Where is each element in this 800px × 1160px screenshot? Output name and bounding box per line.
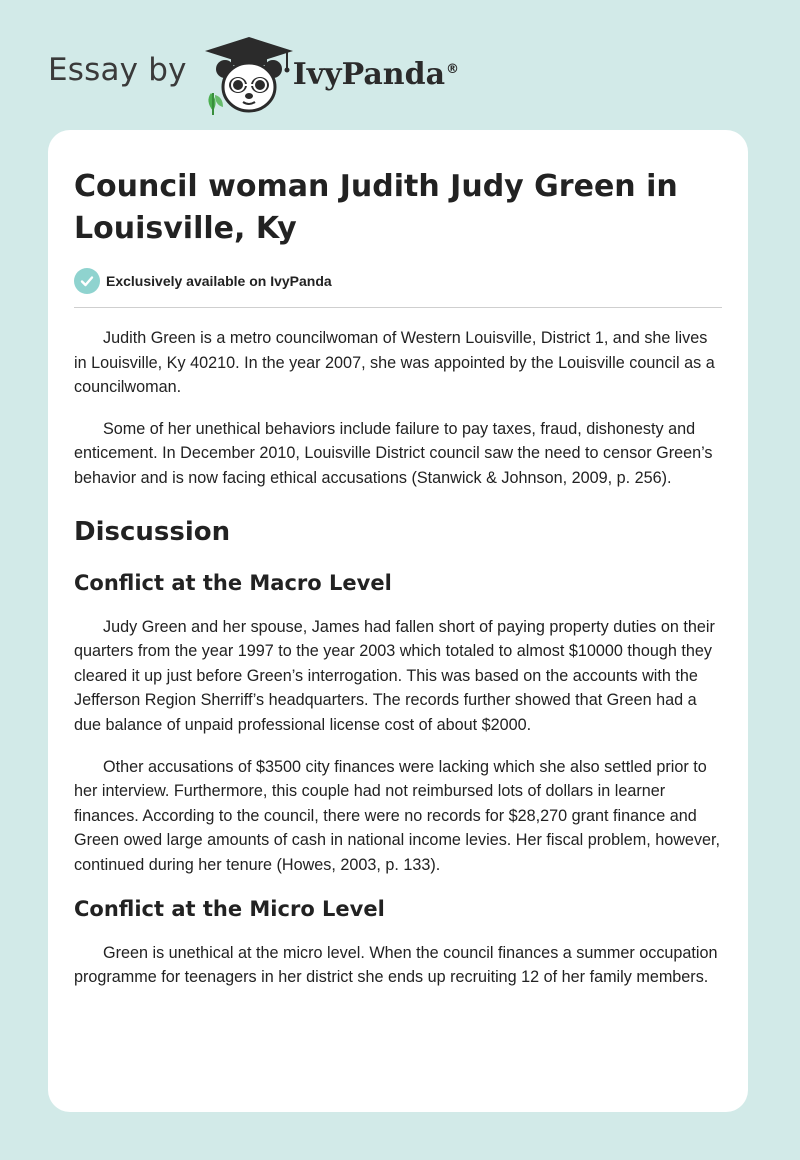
micro-paragraph: Green is unethical at the micro level. When the council finances a summer occupation programme for teenagers in her district she ends up recruiting 12 of her family members. [74,943,718,987]
macro-paragraph: Other accusations of $3500 city finances were lacking which she also settled prior to her interview. Furthermore, this couple had not reimbursed lots of dollars in learner finances. According to the council, there were no records for $28,270 grant finance and Green owed large amounts of cash in national income levies. Her fiscal problem, however, continued during her tenure (Howes, 2003, p. 133). [74,757,721,874]
micro-level-heading: Conflict at the Micro Level [74,896,385,921]
macro-level-heading: Conflict at the Macro Level [74,570,392,595]
brand-prefix: Essay by [48,52,187,88]
exclusive-badge [74,268,722,308]
intro-paragraph: Some of her unethical behaviors include failure to pay taxes, fraud, dishonesty and enticement. In December 2010, Louisville District council saw the need to censor Green’s behavior and is now facing ethical accusations (Stanwick & Johnson, 2009, p. 256). [74,419,713,487]
essay-card [48,130,748,1112]
check-circle-icon [74,268,100,294]
page-title: Council woman Judith Judy Green in Louisville, Ky [74,169,678,246]
registered-mark: ® [446,61,460,77]
brand-name [293,57,459,92]
panda-logo-icon [201,35,297,117]
brand-header[interactable] [48,36,459,116]
intro-paragraph: Judith Green is a metro councilwoman of Western Louisville, District 1, and she lives in Louisville, Ky 40210. In the year 2007, she was appointed by the Louisville council as a councilwoman. [74,329,715,397]
macro-paragraph: Judy Green and her spouse, James had fallen short of paying property duties on their quarters from the year 1997 to the year 2003 which totaled to almost $10000 though they cleared it up just before Green’s interrogation. This was based on the accounts with the Jefferson Region Sherriff’s headquarters. The records further showed that Green had a due balance of unpaid professional license cost of about $2000. [74,617,715,734]
brand-name-text: IvyPanda [292,56,446,92]
exclusive-badge-text: Exclusively available on IvyPanda [106,273,332,289]
discussion-heading: Discussion [74,516,231,547]
